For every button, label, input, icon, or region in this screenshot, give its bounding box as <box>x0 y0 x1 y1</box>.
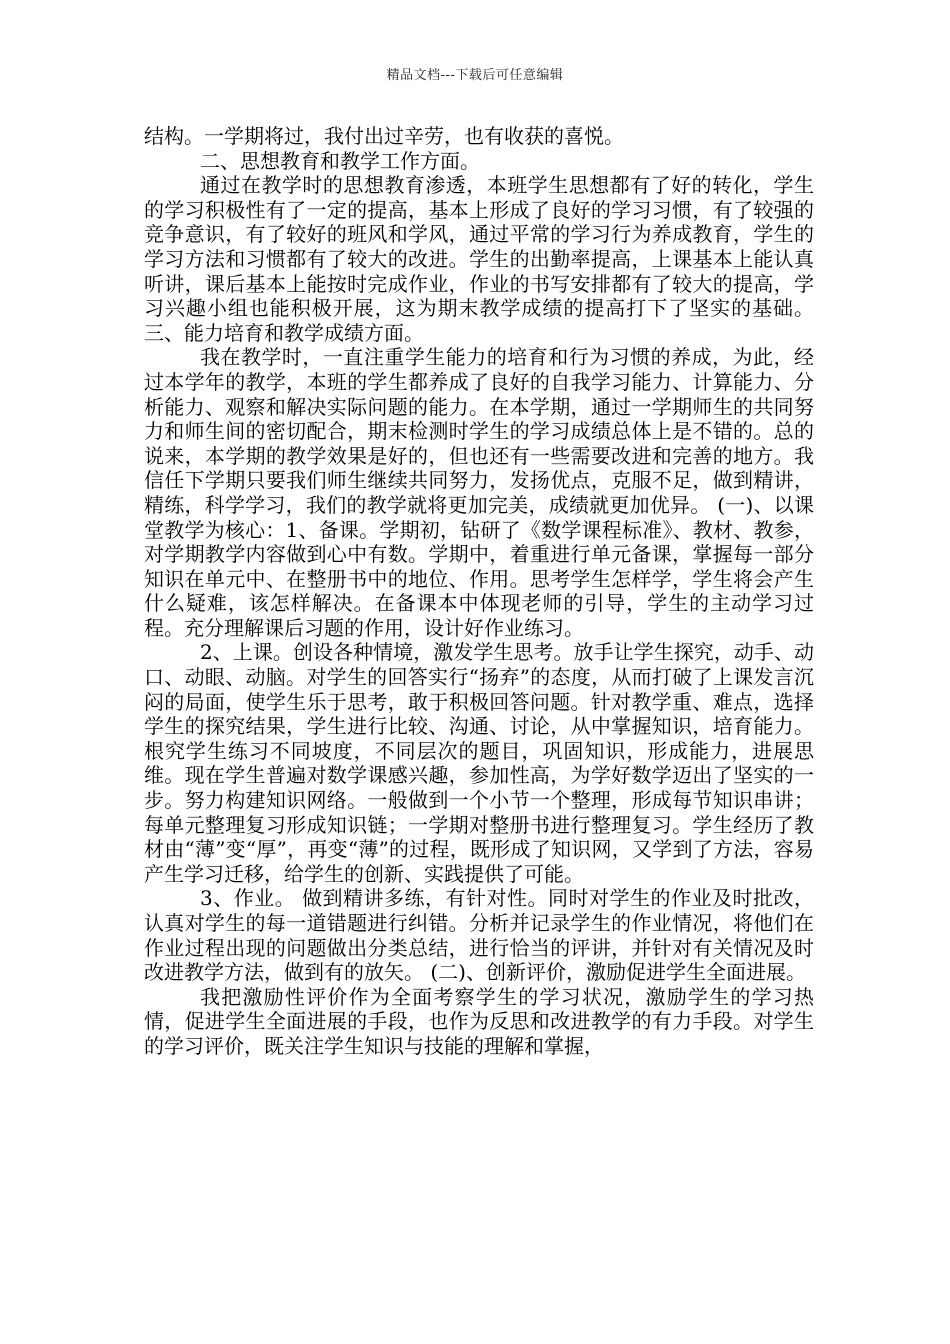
paragraph-4: 我在教学时，一直注重学生能力的培育和行为习惯的养成，为此，经过本学年的教学，本班的学生都养成了良好的自我学习能力、计算能力、分析能力、观察和解决实际问题的能力。在本学期，通过一学期师生的共同努力和师生间的密切配合，期末检测时学生的学习成绩总体上是不错的。总的说来，本学期的教学效果是好的，但也还有一些需要改进和完善的地方。我信任下学期只要我们师生继续共同努力，发扬优点，克服不足，做到精讲，精练，科学学习，我们的教学就将更加完美，成绩就更加优异。 (一)、以课堂教学为核心：1、备课。学期初，钻研了《数学课程标准》、教材、教参，对学期教学内容做到心中有数。学期中，着重进行单元备课，掌握每一部分知识在单元中、在整册书中的地位、作用。思考学生怎样学，学生将会产生什么疑难，该怎样解决。在备课本中体现老师的引导，学生的主动学习过程。充分理解课后习题的作用，设计好作业练习。 <box>144 345 814 640</box>
paragraph-3: 通过在教学时的思想教育渗透，本班学生思想都有了好的转化，学生的学习积极性有了一定的提高，基本上形成了良好的学习习惯，有了较强的竞争意识，有了较好的班风和学风，通过平常的学习行为养成教育，学生的学习方法和习惯都有了较大的改进。学生的出勤率提高，上课基本上能认真听讲，课后基本上能按时完成作业，作业的书写安排都有了较大的提高，学习兴趣小组也能积极开展，这为期末教学成绩的提高打下了坚实的基础。 三、能力培育和教学成绩方面。 <box>144 173 814 345</box>
paragraph-6: 3、作业。 做到精讲多练，有针对性。同时对学生的作业及时批改，认真对学生的每一道错题进行纠错。分析并记录学生的作业情况，将他们在作业过程出现的问题做出分类总结，进行恰当的评讲，并针对有关情况及时改进教学方法，做到有的放矢。 (二)、创新评价，激励促进学生全面进展。 <box>144 886 814 985</box>
document-body <box>144 124 814 1059</box>
paragraph-5: 2、上课。创设各种情境，激发学生思考。放手让学生探究，动手、动口、动眼、动脑。对学生的回答实行“扬弃”的态度，从而打破了上课发言沉闷的局面，使学生乐于思考，敢于积极回答问题。针对教学重、难点，选择学生的探究结果，学生进行比较、沟通、讨论，从中掌握知识，培育能力。根究学生练习不同坡度，不同层次的题目，巩固知识，形成能力，进展思维。现在学生普遍对数学课感兴趣，参加性高，为学好数学迈出了坚实的一步。努力构建知识网络。一般做到一个小节一个整理，形成每节知识串讲；每单元整理复习形成知识链；一学期对整册书进行整理复习。学生经历了教材由“薄”变“厚”，再变“薄”的过程，既形成了知识网，又学到了方法，容易产生学习迁移，给学生的创新、实践提供了可能。 <box>144 640 814 886</box>
paragraph-2: 二、思想教育和教学工作方面。 <box>200 148 480 173</box>
page-header: 精品文档---下载后可任意编辑 <box>386 68 564 83</box>
paragraph-1: 结构。一学期将过，我付出过辛劳，也有收获的喜悦。 <box>144 124 624 148</box>
paragraph-7: 我把激励性评价作为全面考察学生的学习状况，激励学生的学习热情，促进学生全面进展的手段，也作为反思和改进教学的有力手段。对学生的学习评价，既关注学生知识与技能的理解和掌握， <box>144 984 814 1058</box>
